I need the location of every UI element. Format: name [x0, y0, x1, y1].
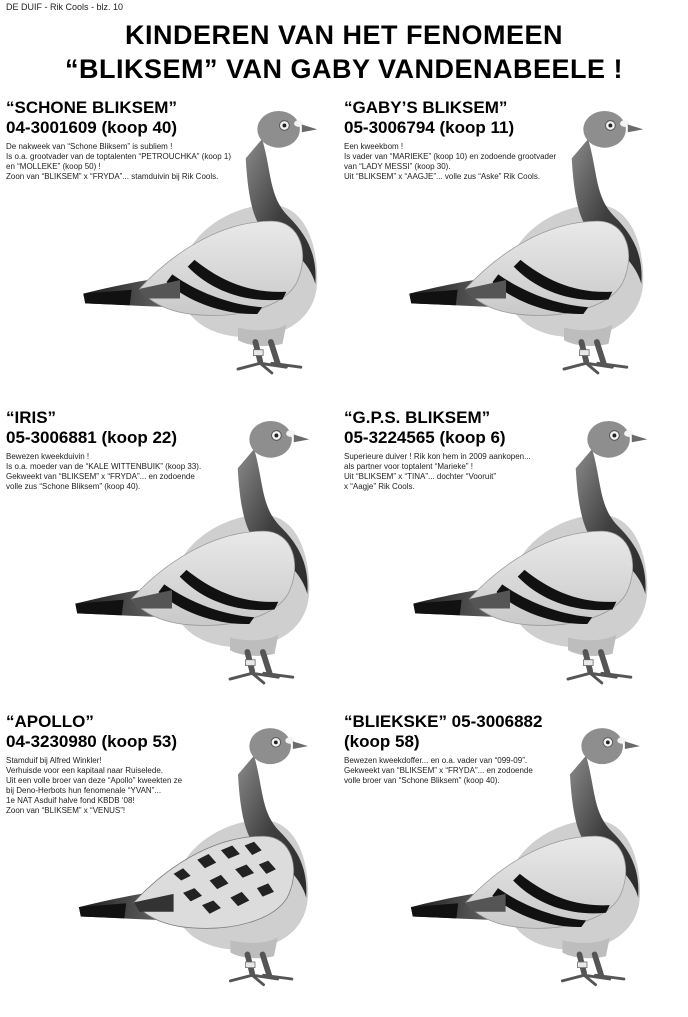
- description-line: en “MOLLEKE” (koop 50) !: [6, 162, 101, 171]
- description-line: Bewezen kweekduivin !: [6, 452, 90, 461]
- running-head: DE DUIF - Rik Cools - blz. 10: [6, 2, 124, 12]
- description-line: Verhuisde voor een kapitaal naar Ruiselede.: [6, 766, 163, 775]
- description-line: Zoon van “BLIKSEM” x “FRYDA”... stamduivin bij Rik Cools.: [6, 172, 219, 181]
- pigeon-card-apollo: [6, 712, 342, 1017]
- pigeon-name: “SCHONE BLIKSEM”: [6, 98, 177, 117]
- description-line: als partner voor toptalent “Marieke” !: [344, 462, 473, 471]
- description-line: Stamduif bij Alfred Winkler!: [6, 756, 102, 765]
- ring-number: 05-3006881 (koop 22): [6, 428, 178, 447]
- description-line: Gekweekt van “BLIKSEM” x “FRYDA”... en zodoende: [344, 766, 533, 775]
- pigeon-photo: [394, 408, 684, 693]
- pigeon-name: “IRIS”: [6, 408, 57, 427]
- pigeon-card-gps-bliksem: [344, 408, 680, 713]
- pigeon-name: “G.P.S. BLIKSEM”: [344, 408, 491, 427]
- description-line: volle broer van “Schone Bliksem” (koop 40).: [344, 776, 500, 785]
- description-line: Is o.a. grootvader van de toptalenten “PETROUCHKA” (koop 1): [6, 152, 231, 161]
- description-line: Een kweekbom !: [344, 142, 404, 151]
- description-line: van “LADY MESSI” (koop 30).: [344, 162, 451, 171]
- description-line: Bewezen kweekdoffer... en o.a. vader van “099-09”.: [344, 756, 528, 765]
- ring-number: 05-3224565 (koop 6): [344, 428, 506, 447]
- description-line: Is o.a. moeder van de “KALE WITTENBUIK” (koop 33).: [6, 462, 202, 471]
- description-line: x “Aagje” Rik Cools.: [344, 482, 415, 491]
- description-line: Is vader van “MARIEKE” (koop 10) en zodoende grootvader: [344, 152, 557, 161]
- pigeon-description: [344, 756, 574, 786]
- ring-number: 05-3006794 (koop 11): [344, 118, 515, 137]
- description-line: De nakweek van “Schone Bliksem” is subliem !: [6, 142, 173, 151]
- description-line: Gekweekt van “BLIKSEM” x “FRYDA”... en zodoende: [6, 472, 195, 481]
- description-line: Zoon van “BLIKSEM” x “VENUS”!: [6, 806, 126, 815]
- pigeon-photo: [56, 408, 346, 693]
- pigeon-name: “GABY’S BLIKSEM”: [344, 98, 508, 117]
- description-line: bij Deno-Herbots hun fenomenale “YVAN”...: [6, 786, 162, 795]
- pigeon-photo: [64, 98, 354, 383]
- ring-number: (koop 58): [344, 732, 420, 751]
- pigeon-card-schone-bliksem: [6, 98, 342, 403]
- pigeon-description: [344, 452, 574, 492]
- description-line: Uit een volle broer van deze “Apollo” kweekten ze: [6, 776, 183, 785]
- pigeon-description: [6, 452, 236, 492]
- title-line-2: “BLIKSEM” VAN GABY VANDENABEELE !: [64, 54, 624, 84]
- pigeon-card-gabys-bliksem: [344, 98, 680, 403]
- pigeon-description: [6, 142, 236, 182]
- description-line: 1e NAT Asduif halve fond KBDB ‘08!: [6, 796, 135, 805]
- pigeon-card-iris: [6, 408, 342, 713]
- pigeon-name: “APOLLO”: [6, 712, 94, 731]
- description-line: Superieure duiver ! Rik kon hem in 2009 aankopen...: [344, 452, 531, 461]
- title-line-1: KINDEREN VAN HET FENOMEEN: [124, 20, 564, 50]
- ring-number: 04-3230980 (koop 53): [6, 732, 178, 751]
- description-line: volle zus “Schone Bliksem” (koop 40).: [6, 482, 141, 491]
- pigeon-description: [6, 756, 236, 816]
- description-line: Uit “BLIKSEM” x “AAGJE”... volle zus “Aske” Rik Cools.: [344, 172, 541, 181]
- ring-number: 04-3001609 (koop 40): [6, 118, 178, 137]
- pigeon-photo: [390, 98, 680, 383]
- pigeon-description: [344, 142, 574, 182]
- pigeon-name: “BLIEKSKE” 05-3006882: [344, 712, 543, 731]
- pigeon-card-bliekske: [344, 712, 680, 1017]
- description-line: Uit “BLIKSEM” x “TINA”... dochter “Vooruit”: [344, 472, 497, 481]
